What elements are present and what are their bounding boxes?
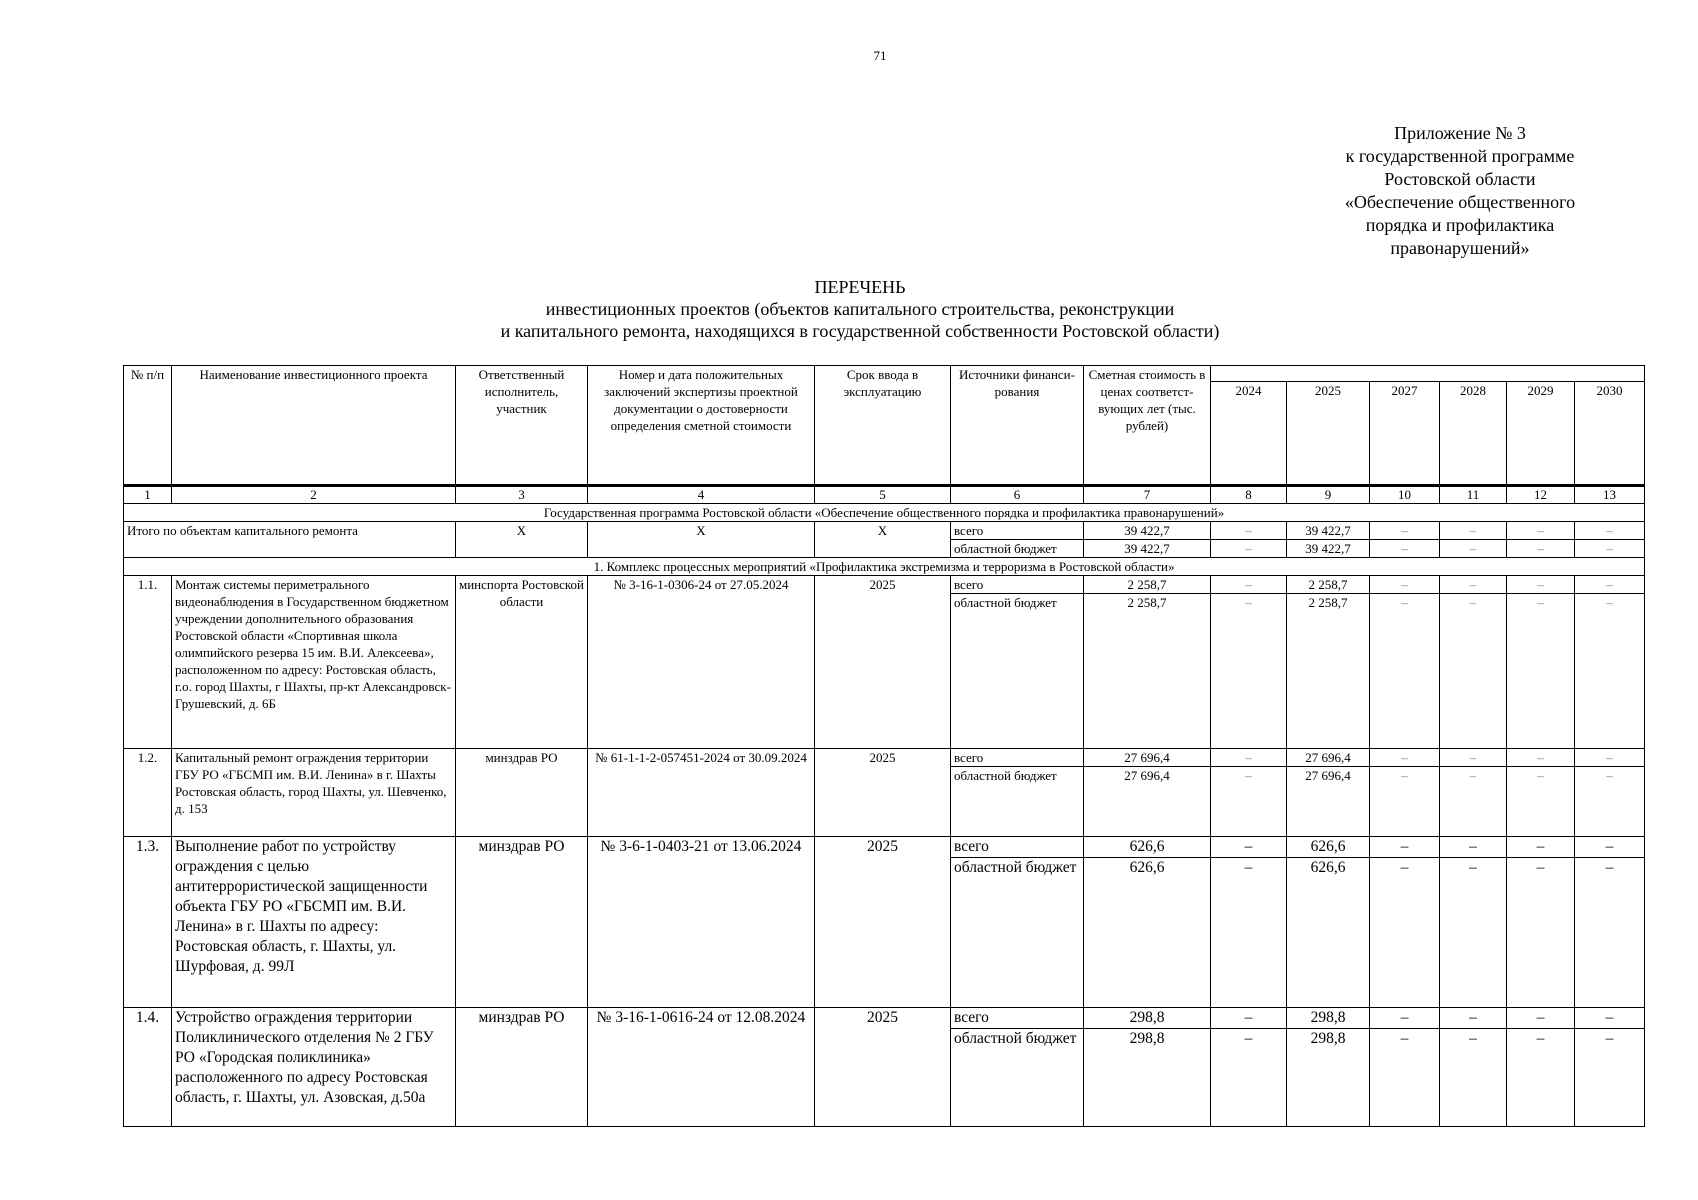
header-year: 2027 <box>1370 382 1440 486</box>
year-amount: – <box>1575 1008 1645 1029</box>
investment-projects-table <box>123 365 1645 1127</box>
header-name: Наименование инвестиционного проекта <box>172 366 456 486</box>
year-amount: – <box>1507 576 1575 594</box>
year-amount: – <box>1440 1029 1507 1127</box>
year-amount: – <box>1370 522 1440 540</box>
year-amount: – <box>1507 540 1575 558</box>
column-index: 2 <box>172 486 456 504</box>
estimated-cost: 39 422,7 <box>1084 540 1211 558</box>
column-index: 1 <box>124 486 172 504</box>
executor: минздрав РО <box>456 1008 588 1127</box>
year-amount: 298,8 <box>1287 1029 1370 1127</box>
estimated-cost: 626,6 <box>1084 858 1211 1008</box>
expertise-conclusion: № 61-1-1-2-057451-2024 от 30.09.2024 <box>588 749 815 837</box>
year-amount: – <box>1440 594 1507 749</box>
header-expertise: Номер и дата положительных заключений экспертизы проектной документации о достоверности определения сметной стоимости <box>588 366 815 486</box>
year-amount: – <box>1370 1008 1440 1029</box>
estimated-cost: 39 422,7 <box>1084 522 1211 540</box>
funding-source: областной бюджет <box>951 1029 1084 1127</box>
funding-source: всего <box>951 837 1084 858</box>
year-amount: – <box>1211 837 1287 858</box>
year-amount: 2 258,7 <box>1287 594 1370 749</box>
project-row <box>124 749 1645 767</box>
commission-year: 2025 <box>815 837 951 1008</box>
year-amount: – <box>1370 594 1440 749</box>
year-amount: 27 696,4 <box>1287 749 1370 767</box>
year-amount: – <box>1507 858 1575 1008</box>
appendix-line: «Обеспечение общественного <box>1344 192 1576 212</box>
project-number: 1.2. <box>124 749 172 837</box>
total-label: Итого по объектам капитального ремонта <box>124 522 456 558</box>
column-index: 7 <box>1084 486 1211 504</box>
year-amount: – <box>1507 522 1575 540</box>
appendix-heading <box>1310 122 1610 260</box>
year-amount: – <box>1440 522 1507 540</box>
year-amount: 2 258,7 <box>1287 576 1370 594</box>
year-amount: – <box>1507 767 1575 837</box>
column-index: 10 <box>1370 486 1440 504</box>
project-number: 1.3. <box>124 837 172 1008</box>
funding-source: областной бюджет <box>951 594 1084 749</box>
estimated-cost: 626,6 <box>1084 837 1211 858</box>
project-number: 1.4. <box>124 1008 172 1127</box>
project-name: Устройство ограждения территории Поликлинического отделения № 2 ГБУ РО «Городская поликлиника» расположенного по адресу Ростовская область, г. Шахты, ул. Азовская, д.50а <box>172 1008 456 1127</box>
column-index: 6 <box>951 486 1084 504</box>
year-amount: – <box>1211 858 1287 1008</box>
year-amount: – <box>1211 1008 1287 1029</box>
appendix-line: порядка и профилактика <box>1365 215 1555 235</box>
column-index: 12 <box>1507 486 1575 504</box>
title-line: ПЕРЕЧЕНЬ <box>814 277 906 297</box>
year-amount: – <box>1370 1029 1440 1127</box>
appendix-line: правонарушений» <box>1390 238 1530 258</box>
funding-source: областной бюджет <box>951 767 1084 837</box>
year-amount: 298,8 <box>1287 1008 1370 1029</box>
year-amount: 626,6 <box>1287 858 1370 1008</box>
column-index: 3 <box>456 486 588 504</box>
year-amount: – <box>1211 540 1287 558</box>
year-amount: – <box>1575 576 1645 594</box>
executor: Х <box>456 522 588 558</box>
header-executor: Ответственный исполнитель, участник <box>456 366 588 486</box>
year-amount: – <box>1575 749 1645 767</box>
year-amount: 39 422,7 <box>1287 540 1370 558</box>
year-amount: – <box>1440 837 1507 858</box>
funding-source: областной бюджет <box>951 858 1084 1008</box>
estimated-cost: 298,8 <box>1084 1029 1211 1127</box>
commission-year: 2025 <box>815 749 951 837</box>
commission-year: Х <box>815 522 951 558</box>
funding-source: всего <box>951 522 1084 540</box>
year-amount: – <box>1575 1029 1645 1127</box>
header-num: № п/п <box>124 366 172 486</box>
total-row <box>124 522 1645 540</box>
document-title <box>320 276 1400 342</box>
commission-year: 2025 <box>815 1008 951 1127</box>
year-amount: – <box>1370 540 1440 558</box>
column-index: 9 <box>1287 486 1370 504</box>
section-row <box>124 558 1645 576</box>
title-line: инвестиционных проектов (объектов капитального строительства, реконструкции <box>545 299 1175 319</box>
year-amount: – <box>1211 749 1287 767</box>
column-index: 11 <box>1440 486 1507 504</box>
project-name: Капитальный ремонт ограждения территории ГБУ РО «ГБСМП им. В.И. Ленина» в г. Шахты Ростовская область, город Шахты, ул. Шевченко, д. 153 <box>172 749 456 837</box>
header-year: 2030 <box>1575 382 1645 486</box>
column-index: 13 <box>1575 486 1645 504</box>
page-number: 71 <box>873 48 887 63</box>
year-amount: – <box>1575 522 1645 540</box>
year-amount: – <box>1211 522 1287 540</box>
year-amount: – <box>1575 594 1645 749</box>
expertise-conclusion: № 3-6-1-0403-21 от 13.06.2024 <box>588 837 815 1008</box>
year-amount: – <box>1370 858 1440 1008</box>
appendix-line: к государственной программе <box>1345 146 1575 166</box>
commission-year: 2025 <box>815 576 951 749</box>
section-title: 1. Комплекс процессных мероприятий «Профилактика экстремизма и терроризма в Ростовской области» <box>124 558 1645 576</box>
column-index: 4 <box>588 486 815 504</box>
expertise-conclusion: № 3-16-1-0306-24 от 27.05.2024 <box>588 576 815 749</box>
project-row <box>124 1008 1645 1029</box>
year-amount: – <box>1211 1029 1287 1127</box>
project-row <box>124 837 1645 858</box>
project-row <box>124 576 1645 594</box>
program-title: Государственная программа Ростовской области «Обеспечение общественного порядка и профилактика правонарушений» <box>124 504 1645 522</box>
year-amount: 626,6 <box>1287 837 1370 858</box>
year-amount: – <box>1507 594 1575 749</box>
year-amount: – <box>1507 1008 1575 1029</box>
year-amount: – <box>1370 767 1440 837</box>
year-amount: – <box>1440 1008 1507 1029</box>
executor: минздрав РО <box>456 837 588 1008</box>
funding-source: всего <box>951 1008 1084 1029</box>
year-amount: – <box>1575 858 1645 1008</box>
header-year: 2028 <box>1440 382 1507 486</box>
title-line: и капитального ремонта, находящихся в государственной собственности Ростовской области) <box>500 321 1220 341</box>
year-amount: – <box>1575 540 1645 558</box>
estimated-cost: 2 258,7 <box>1084 594 1211 749</box>
expertise-conclusion: № 3-16-1-0616-24 от 12.08.2024 <box>588 1008 815 1127</box>
estimated-cost: 2 258,7 <box>1084 576 1211 594</box>
year-amount: – <box>1575 767 1645 837</box>
header-sources: Источники финанси-рования <box>951 366 1084 486</box>
expertise-conclusion: Х <box>588 522 815 558</box>
year-amount: 39 422,7 <box>1287 522 1370 540</box>
project-name: Выполнение работ по устройству ограждения с целью антитеррористической защищенности объекта ГБУ РО «ГБСМП им. В.И. Ленина» в г. Шахты по адресу: Ростовская область, г. Шахты, ул. Шурфовая, д. 99Л <box>172 837 456 1008</box>
year-amount: – <box>1211 767 1287 837</box>
column-index-row <box>124 486 1645 504</box>
estimated-cost: 298,8 <box>1084 1008 1211 1029</box>
executor: минспорта Ростовской области <box>456 576 588 749</box>
header-year: 2024 <box>1211 382 1287 486</box>
header-years-group <box>1211 366 1645 382</box>
program-row <box>124 504 1645 522</box>
appendix-line: Приложение № 3 <box>1394 123 1526 143</box>
year-amount: – <box>1507 1029 1575 1127</box>
header-year: 2025 <box>1287 382 1370 486</box>
year-amount: – <box>1440 858 1507 1008</box>
executor: минздрав РО <box>456 749 588 837</box>
year-amount: – <box>1440 576 1507 594</box>
estimated-cost: 27 696,4 <box>1084 749 1211 767</box>
funding-source: областной бюджет <box>951 540 1084 558</box>
project-name: Монтаж системы периметрального видеонаблюдения в Государственном бюджетном учреждении дополнительного образования Ростовской области «Спортивная школа олимпийского резерва 15 им. В.И. Алексеева», расположенном по адресу: Ростовская область, г.о. город Шахты, г Шахты, пр-кт Александровск-Грушевский, д. 6Б <box>172 576 456 749</box>
header-row <box>124 366 1645 382</box>
column-index: 5 <box>815 486 951 504</box>
year-amount: – <box>1211 576 1287 594</box>
header-year: 2029 <box>1507 382 1575 486</box>
year-amount: – <box>1507 837 1575 858</box>
funding-source: всего <box>951 576 1084 594</box>
year-amount: – <box>1440 749 1507 767</box>
year-amount: – <box>1440 540 1507 558</box>
funding-source: всего <box>951 749 1084 767</box>
year-amount: – <box>1211 594 1287 749</box>
year-amount: – <box>1440 767 1507 837</box>
year-amount: – <box>1575 837 1645 858</box>
year-amount: – <box>1370 837 1440 858</box>
column-index: 8 <box>1211 486 1287 504</box>
header-cost: Сметная стоимость в ценах соответст-вующих лет (тыс. рублей) <box>1084 366 1211 486</box>
year-amount: – <box>1370 749 1440 767</box>
project-number: 1.1. <box>124 576 172 749</box>
year-amount: 27 696,4 <box>1287 767 1370 837</box>
header-commission: Срок ввода в эксплуатацию <box>815 366 951 486</box>
year-amount: – <box>1507 749 1575 767</box>
appendix-line: Ростовской области <box>1384 169 1536 189</box>
estimated-cost: 27 696,4 <box>1084 767 1211 837</box>
year-amount: – <box>1370 576 1440 594</box>
